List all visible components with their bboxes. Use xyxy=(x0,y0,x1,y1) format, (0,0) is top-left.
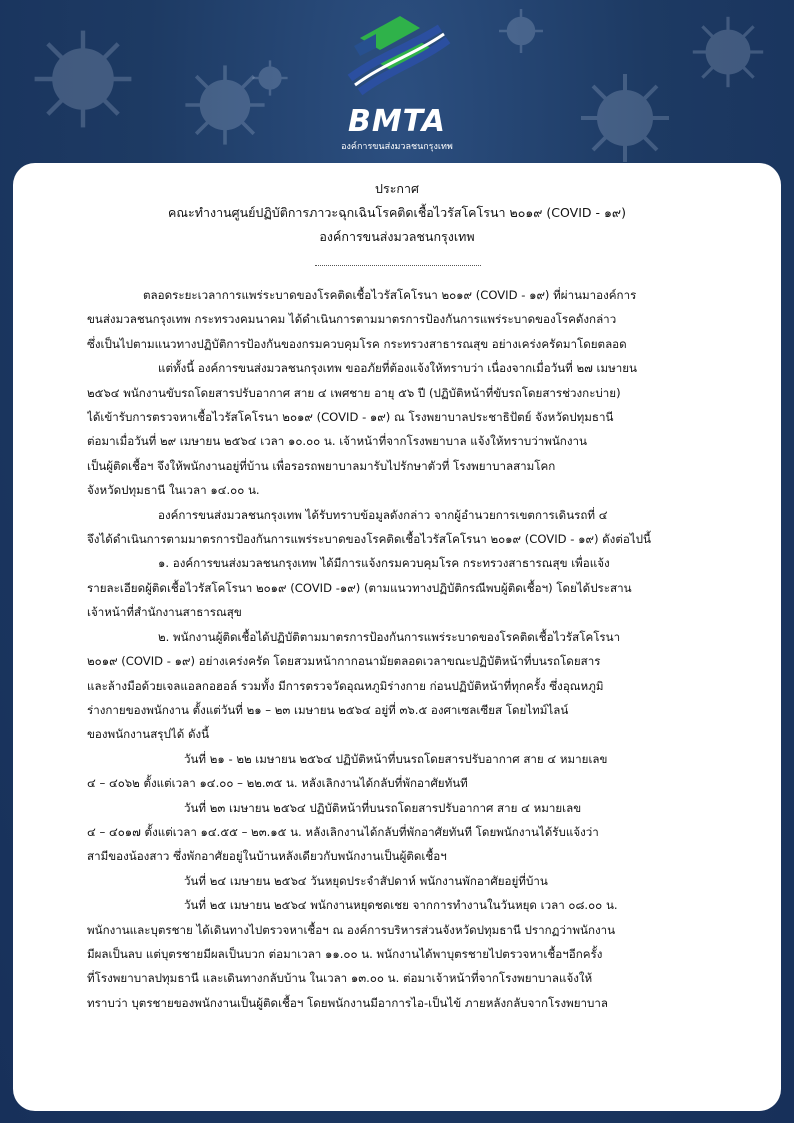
logo-word: BMTA xyxy=(347,104,447,139)
announcement-card xyxy=(13,163,781,1111)
body-line: จังหวัดปทุมธานี ในเวลา ๑๔.๐๐ น. xyxy=(87,483,260,498)
dotted-divider xyxy=(315,257,481,266)
virus-icon xyxy=(28,24,138,134)
body-line: ๒. พนักงานผู้ติดเชื้อได้ปฏิบัติตามมาตรการป้องกันการแพร่ระบาดของโรคติดเชื้อไวรัสโคโรนา xyxy=(158,629,621,644)
virus-icon xyxy=(250,58,290,98)
body-line: วันที่ ๒๑ - ๒๒ เมษายน ๒๕๖๔ ปฏิบัติหน้าที่บนรถโดยสารปรับอากาศ สาย ๔ หมายเลข xyxy=(184,751,608,766)
body-line: ๔ – ๔๐๖๒ ตั้งแต่เวลา ๑๔.๐๐ – ๒๒.๓๕ น. หลังเลิกงานได้กลับที่พักอาศัยทันที xyxy=(87,776,468,791)
body-line: ของพนักงานสรุปได้ ดังนี้ xyxy=(87,727,210,742)
body-line: ๒๐๑๙ (COVID - ๑๙) อย่างเคร่งครัด โดยสวมหน้ากากอนามัยตลอดเวลาขณะปฏิบัติหน้าที่บนรถโดยสาร xyxy=(87,654,601,669)
body-line: แต่ทั้งนี้ องค์การขนส่งมวลชนกรุงเทพ ขออภัยที่ต้องแจ้งให้ทราบว่า เนื่องจากเมื่อวันที่ ๒๗ เมษายน xyxy=(158,361,637,376)
bmta-road-logo-icon xyxy=(330,8,464,104)
logo-subtitle: องค์การขนส่งมวลชนกรุงเทพ xyxy=(341,142,453,152)
body-line: ทราบว่า บุตรชายของพนักงานเป็นผู้ติดเชื้อฯ โดยพนักงานมีอาการไอ-เป็นไข้ ภายหลังกลับจากโรงพยาบาล xyxy=(87,995,609,1010)
body-line: ได้เข้ารับการตรวจหาเชื้อไวรัสโคโรนา ๒๐๑๙ (COVID - ๑๙) ณ โรงพยาบาลประชาธิปัตย์ จังหวัดปทุมธานี xyxy=(87,410,614,425)
header-line-3: องค์การขนส่งมวลชนกรุงเทพ xyxy=(319,229,475,244)
body-line: ซึ่งเป็นไปตามแนวทางปฏิบัติการป้องกันของกรมควบคุมโรค กระทรวงสาธารณสุข อย่างเคร่งครัดมาโดยตลอด xyxy=(87,336,627,351)
body-line: ต่อมาเมื่อวันที่ ๒๙ เมษายน ๒๕๖๔ เวลา ๑๐.๐๐ น. เจ้าหน้าที่จากโรงพยาบาล แจ้งให้ทราบว่าพนักงาน xyxy=(87,434,587,449)
body-line: วันที่ ๒๔ เมษายน ๒๕๖๔ วันหยุดประจำสัปดาห์ พนักงานพักอาศัยอยู่ที่บ้าน xyxy=(184,873,548,888)
body-line: ๒๕๖๔ พนักงานขับรถโดยสารปรับอากาศ สาย ๔ เพศชาย อายุ ๕๖ ปี (ปฏิบัติหน้าที่ขับรถโดยสารช่วงกะบ่าย) xyxy=(87,385,621,400)
virus-icon xyxy=(575,68,675,168)
announcement-header xyxy=(13,177,781,249)
body-line: วันที่ ๒๕ เมษายน ๒๕๖๔ พนักงานหยุดชดเชย จากการทำงานในวันหยุด เวลา ๐๘.๐๐ น. xyxy=(184,898,618,913)
header-line-1: ประกาศ xyxy=(375,181,419,196)
body-line: ตลอดระยะเวลาการแพร่ระบาดของโรคติดเชื้อไวรัสโคโรนา ๒๐๑๙ (COVID - ๑๙) ที่ผ่านมาองค์การ xyxy=(143,288,637,302)
body-line: จึงได้ดำเนินการตามมาตรการป้องกันการแพร่ระบาดของโรคติดเชื้อไวรัสโคโรนา ๒๐๑๙ (COVID - ๑๙) ดังต่อไปนี้ xyxy=(87,532,651,547)
body-line: มีผลเป็นลบ แต่บุตรชายมีผลเป็นบวก ต่อมาเวลา ๑๑.๐๐ น. พนักงานได้พาบุตรชายไปตรวจหาเชื้อฯอีกครั้ง xyxy=(87,946,603,961)
announcement-body xyxy=(87,283,711,1015)
body-line: ร่างกายของพนักงาน ตั้งแต่วันที่ ๒๑ – ๒๓ เมษายน ๒๕๖๔ อยู่ที่ ๓๖.๕ องศาเซลเซียส โดยไทม์ไลน์ xyxy=(87,702,569,717)
body-line: สามีของน้องสาว ซึ่งพักอาศัยอยู่ในบ้านหลังเดียวกับพนักงานเป็นผู้ติดเชื้อฯ xyxy=(87,849,447,864)
virus-icon xyxy=(688,12,768,92)
body-line: เจ้าหน้าที่สำนักงานสาธารณสุข xyxy=(87,605,242,620)
virus-icon xyxy=(496,6,546,56)
body-line: องค์การขนส่งมวลชนกรุงเทพ ได้รับทราบข้อมูลดังกล่าว จากผู้อำนวยการเขตการเดินรถที่ ๔ xyxy=(158,507,608,522)
bmta-logo xyxy=(330,8,464,156)
body-line: ๔ – ๔๐๑๗ ตั้งแต่เวลา ๑๔.๕๕ – ๒๓.๑๕ น. หลังเลิกงานได้กลับที่พักอาศัยทันที โดยพนักงานได้รับแจ้งว่า xyxy=(87,824,599,839)
header-line-2: คณะทำงานศูนย์ปฏิบัติการภาวะฉุกเฉินโรคติดเชื้อไวรัสโคโรนา ๒๐๑๙ (COVID - ๑๙) xyxy=(168,205,626,220)
body-line: พนักงานและบุตรชาย ได้เดินทางไปตรวจหาเชื้อฯ ณ องค์การบริหารส่วนจังหวัดปทุมธานี ปรากฏว่าพนักงาน xyxy=(87,922,616,937)
body-line: วันที่ ๒๓ เมษายน ๒๕๖๔ ปฏิบัติหน้าที่บนรถโดยสารปรับอากาศ สาย ๔ หมายเลข xyxy=(184,800,582,815)
body-line: ขนส่งมวลชนกรุงเทพ กระทรวงคมนาคม ได้ดำเนินการตามมาตรการป้องกันการแพร่ระบาดของโรคดังกล่าว xyxy=(87,312,617,327)
body-line: เป็นผู้ติดเชื้อฯ จึงให้พนักงานอยู่ที่บ้าน เพื่อรอรถพยาบาลมารับไปรักษาตัวที่ โรงพยาบาลสามโคก xyxy=(87,458,556,473)
body-line: ๑. องค์การขนส่งมวลชนกรุงเทพ ได้มีการแจ้งกรมควบคุมโรค กระทรวงสาธารณสุข เพื่อแจ้ง xyxy=(158,556,610,571)
body-line: ที่โรงพยาบาลปทุมธานี และเดินทางกลับบ้าน ในเวลา ๑๓.๐๐ น. ต่อมาเจ้าหน้าที่จากโรงพยาบาลแจ้งให้ xyxy=(87,971,593,986)
body-line: รายละเอียดผู้ติดเชื้อไวรัสโคโรนา ๒๐๑๙ (COVID -๑๙) (ตามแนวทางปฏิบัติกรณีพบผู้ติดเชื้อฯ) โดยได้ประสาน xyxy=(87,580,632,595)
body-line: และล้างมือด้วยเจลแอลกอฮอล์ รวมทั้ง มีการตรวจวัดอุณหภูมิร่างกาย ก่อนปฏิบัติหน้าที่ทุกครั้ง ซึ่งอุณหภูมิ xyxy=(87,678,604,693)
